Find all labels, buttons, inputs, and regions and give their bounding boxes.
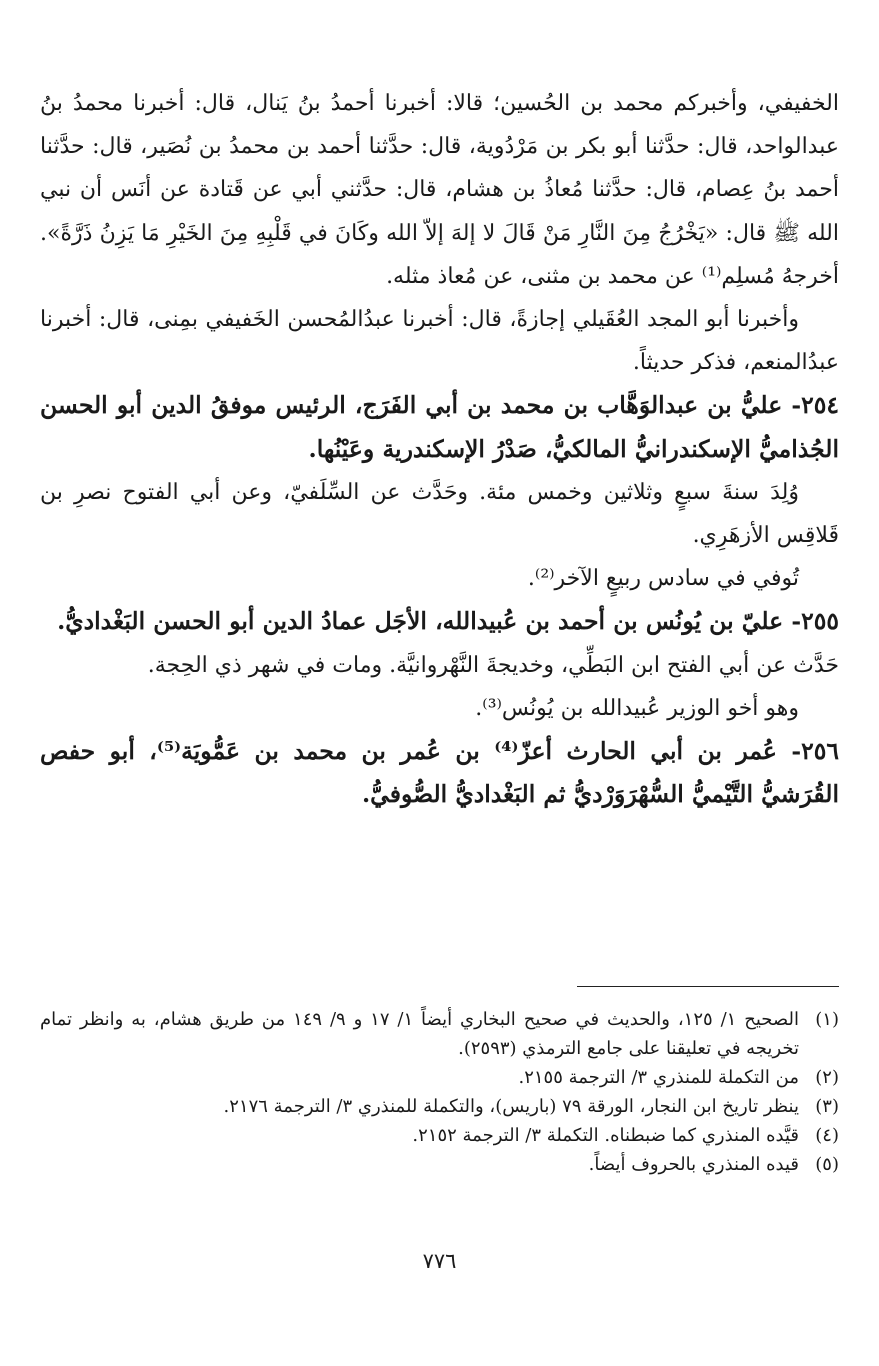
footnote-number: (٥) (815, 1154, 839, 1175)
footnotes (40, 1005, 839, 1179)
paragraph-death-254: تُوفي في سادس ربيعٍ الآخر⁽²⁾. (527, 566, 799, 592)
footnote-number: (٤) (815, 1125, 839, 1146)
footnote-number: (٣) (815, 1096, 839, 1117)
paragraph-narration-255: حَدَّث عن أبي الفتح ابن البَطِّي، وخديجةَ النَّهْروانيَّة. ومات في شهر ذي الحِجة. (147, 652, 839, 678)
footnote-divider (577, 986, 839, 987)
footnote-number: (١) (815, 1009, 839, 1030)
entry-heading-255: ٢٥٥- عليّ بن يُونُس بن أحمد بن عُبيدالله، الأجَل عمادُ الدين أبو الحسن البَغْداديُّ. (57, 607, 839, 636)
main-text (40, 82, 839, 816)
footnote-1 (40, 1005, 839, 1063)
paragraph-brother-255: وهو أخو الوزير عُبيدالله بن يُونُس⁽³⁾. (475, 695, 799, 721)
footnote-5 (40, 1150, 839, 1179)
footnote-text: من التكملة للمنذري ٣/ الترجمة ٢١٥٥. (518, 1067, 799, 1088)
paragraph-hadith-chain: الخفيفي، وأخبركم محمد بن الحُسين؛ قالا: أخبرنا أحمدُ بنُ يَنال، قال: أخبرنا محمدُ بنُ عبدالواحد، قال: حدَّثنا أبو بكر بن مَرْدُوية، قال: حدَّثنا أحمد بن محمدُ بن نُصَير، قال: حدَّثنا أحمد بنُ عِصام، قال: حدَّثنا مُعاذُ بن هشام، قال: حدَّثني أبي عن قَتادة عن أنَس أن نبي الله ﷺ قال: «يَخْرُجُ مِنَ النَّارِ مَنْ قَالَ لا إلهَ إلاّ الله وكَانَ في قَلْبِهِ مِنَ الخَيْرِ مَا يَزِنُ ذَرَّةً». أخرجهُ مُسلِم⁽¹⁾ عن محمد بن مثنى، عن مُعاذ مثله. (40, 91, 839, 289)
footnote-text: قيده المنذري بالحروف أيضاً. (588, 1154, 799, 1175)
page-number: ٧٧٦ (422, 1249, 457, 1273)
paragraph-ijaza: وأخبرنا أبو المجد العُقَيلي إجازةً، قال: أخبرنا عبدُالمُحسن الخَفيفي بمِنى، قال: أخبرنا عبدُالمنعم، فذكر حديثاً. (40, 307, 839, 376)
footnote-3 (40, 1092, 839, 1121)
footnote-2 (40, 1063, 839, 1092)
footnote-4 (40, 1121, 839, 1150)
footnote-text: قيَّده المنذري كما ضبطناه. التكملة ٣/ الترجمة ٢١٥٢. (412, 1125, 799, 1146)
footnote-text: ينظر تاريخ ابن النجار، الورقة ٧٩ (باريس)، والتكملة للمنذري ٣/ الترجمة ٢١٧٦. (223, 1096, 799, 1117)
footnote-number: (٢) (815, 1067, 839, 1088)
entry-heading-254: ٢٥٤- عليُّ بن عبدالوَهَّاب بن محمد بن أبي الفَرَج، الرئيس موفقُ الدين أبو الحسن الجُذاميُّ الإسكندرانيُّ المالكيُّ، صَدْرُ الإسكندرية وعَيْنُها. (40, 391, 839, 463)
footnote-text: الصحيح ١/ ١٢٥، والحديث في صحيح البخاري أيضاً ١/ ١٧ و ٩/ ١٤٩ من طريق هشام، به وانظر تمام تخريجه في تعليقنا على جامع الترمذي (٢٥٩٣). (40, 1009, 799, 1059)
paragraph-birth-254: وُلِدَ سنةَ سبعٍ وثلاثين وخمس مئة. وحَدَّث عن السِّلَفيّ، وعن أبي الفتوح نصرِ بن قَلاقِس الأزهَرِي. (40, 479, 839, 549)
entry-heading-256: ٢٥٦- عُمر بن أبي الحارث أعزّ⁽⁴⁾ بن عُمر بن محمد بن عَمُّويَة⁽⁵⁾، أبو حفص القُرَشيُّ التَّيْميُّ السُّهْرَوَرْديُّ ثم البَغْداديُّ الصُّوفيُّ. (40, 737, 839, 809)
